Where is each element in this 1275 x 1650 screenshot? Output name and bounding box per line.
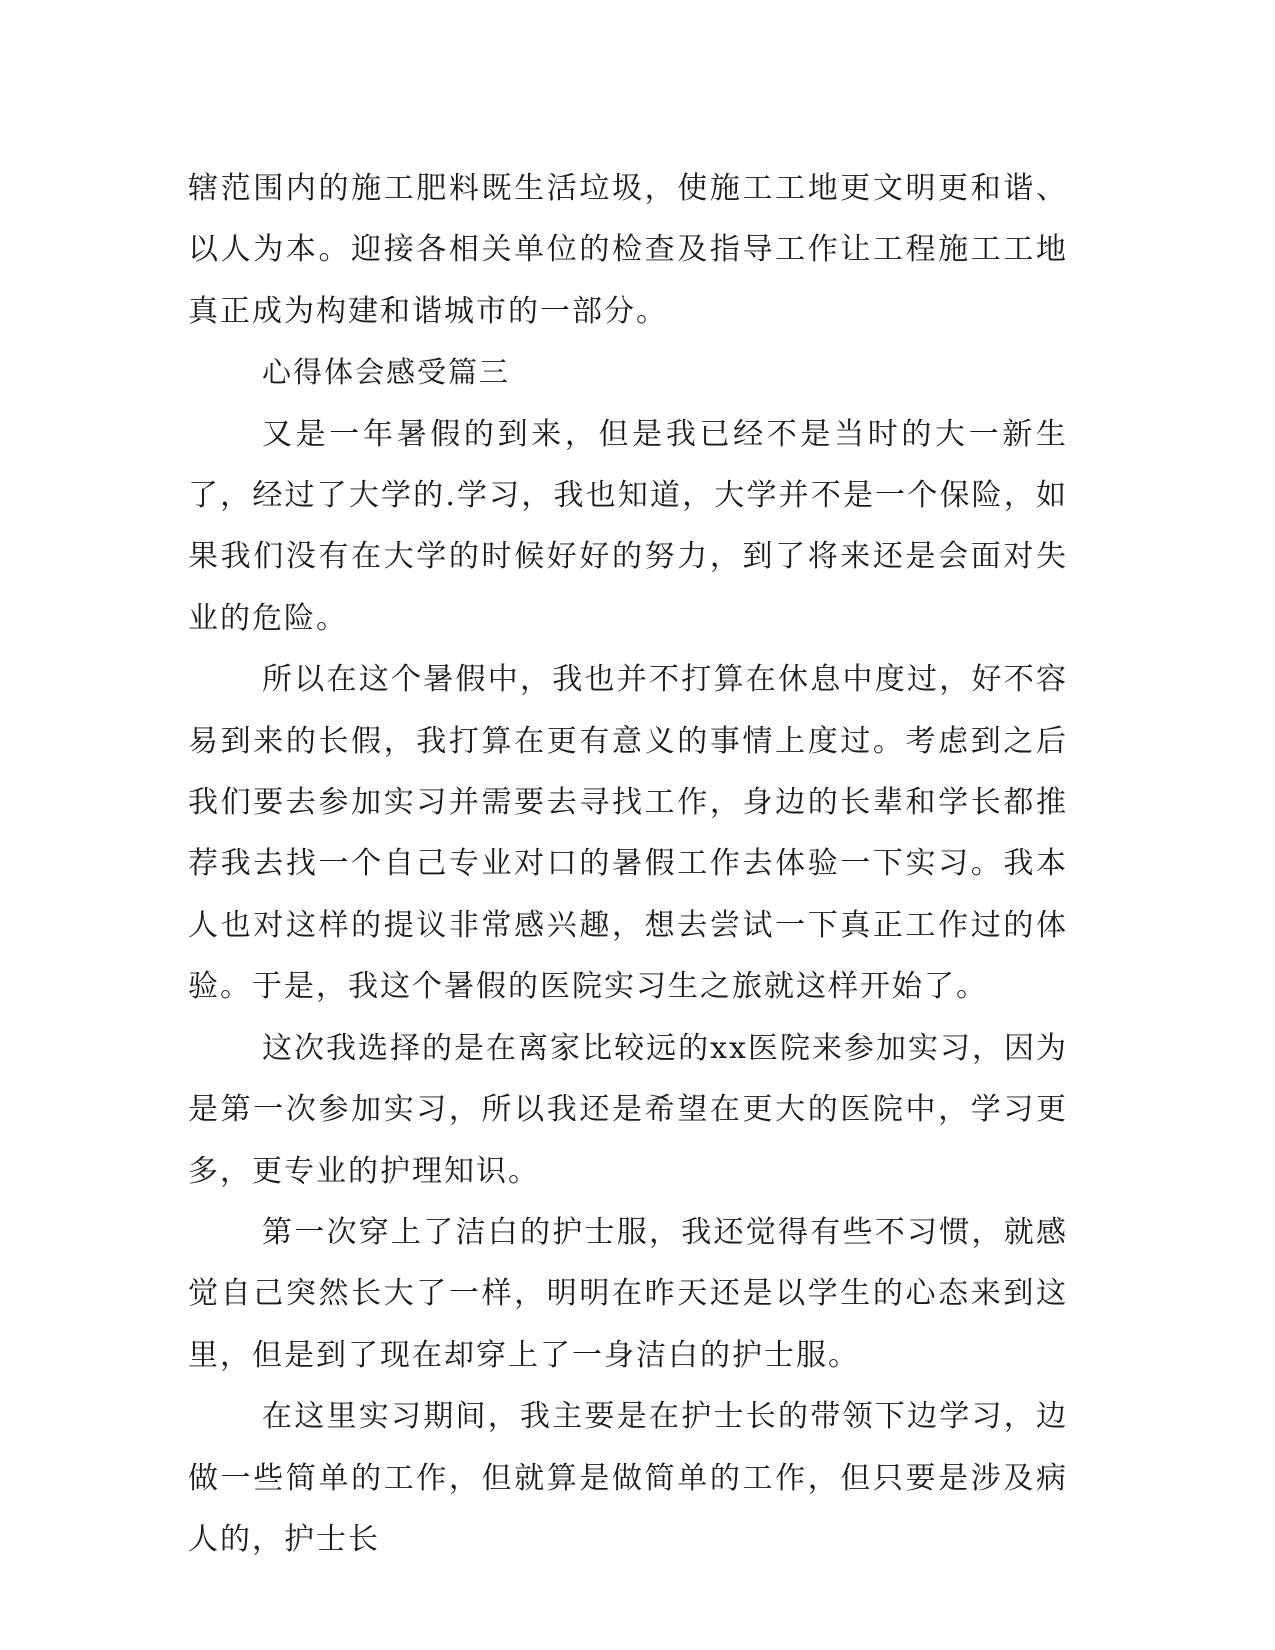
document-body	[188, 158, 1068, 1570]
paragraph-internship-plan: 所以在这个暑假中，我也并不打算在休息中度过，好不容易到来的长假，我打算在更有意义的事情上度过。考虑到之后我们要去参加实习并需要去寻找工作，身边的长辈和学长都推荐我去找一个自己专业对口的暑假工作去体验一下实习。我本人也对这样的提议非常感兴趣，想去尝试一下真正工作过的体验。于是，我这个暑假的医院实习生之旅就这样开始了。	[188, 662, 1068, 1005]
paragraph-internship-work: 在这里实习期间，我主要是在护士长的带领下边学习，边做一些简单的工作，但就算是做简单的工作，但只要是涉及病人的，护士长	[188, 1399, 1068, 1557]
paragraph-summer-arrival: 又是一年暑假的到来，但是我已经不是当时的大一新生了，经过了大学的.学习，我也知道，大学并不是一个保险，如果我们没有在大学的时候好好的努力，到了将来还是会面对失业的危险。	[188, 416, 1068, 636]
paragraph-hospital-choice: 这次我选择的是在离家比较远的xx医院来参加实习，因为是第一次参加实习，所以我还是希望在更大的医院中，学习更多，更专业的护理知识。	[188, 1030, 1068, 1189]
paragraph-continued: 辖范围内的施工肥料既生活垃圾，使施工工地更文明更和谐、以人为本。迎接各相关单位的检查及指导工作让工程施工工地真正成为构建和谐城市的一部分。	[188, 171, 1068, 329]
section-heading: 心得体会感受篇三	[262, 355, 511, 390]
paragraph-nurse-uniform: 第一次穿上了洁白的护士服，我还觉得有些不习惯，就感觉自己突然长大了一样，明明在昨天还是以学生的心态来到这里，但是到了现在却穿上了一身洁白的护士服。	[188, 1214, 1068, 1373]
